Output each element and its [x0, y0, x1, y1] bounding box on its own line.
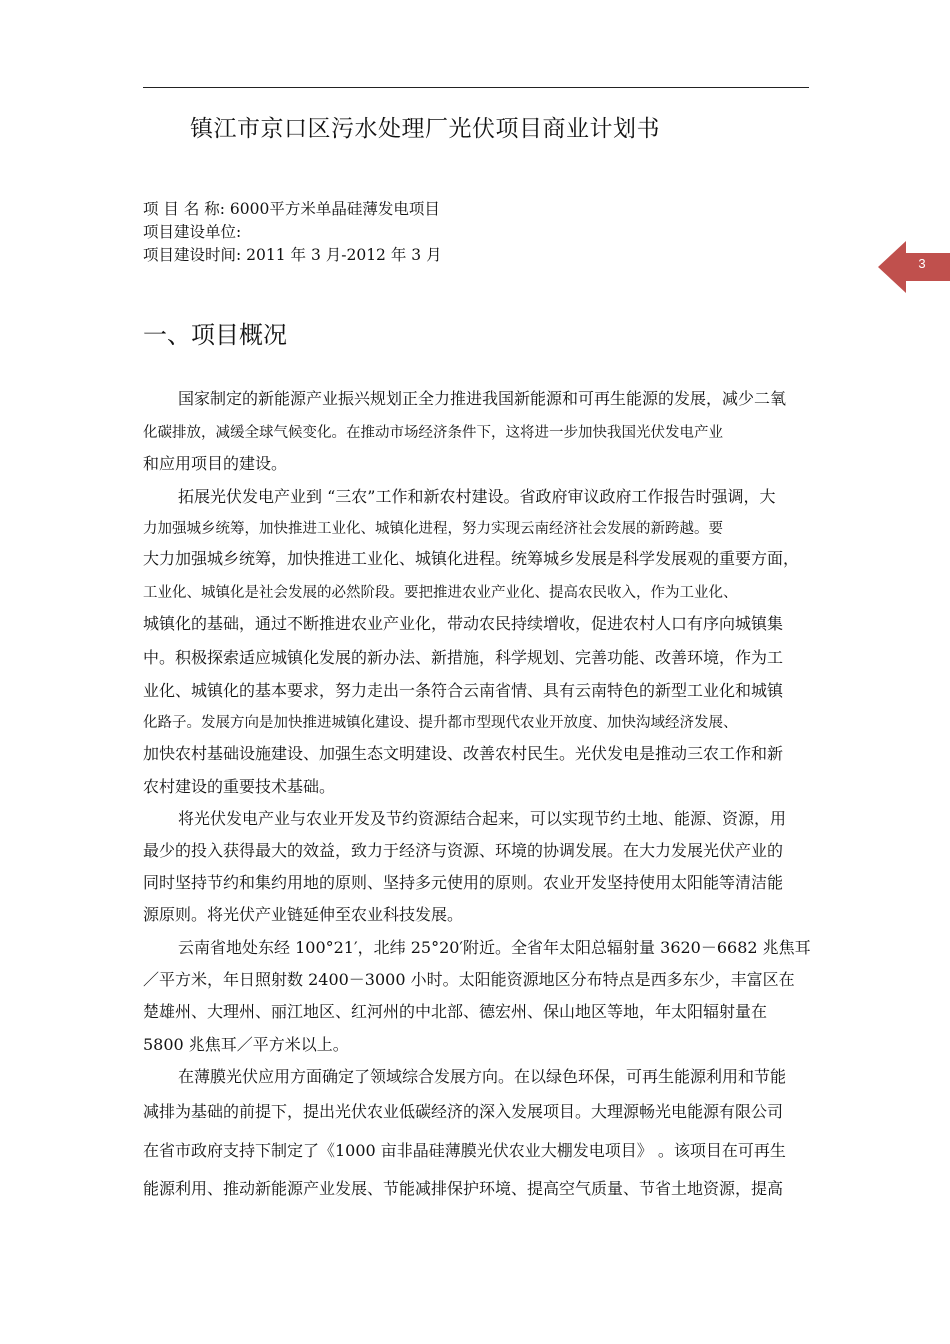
project-unit-line: 项目建设单位: — [143, 223, 242, 241]
body-line: 农村建设的重要技术基础。 — [143, 777, 336, 796]
project-name-line: 项 目 名 称: 6000平方米单晶硅薄发电项目 — [143, 200, 440, 218]
body-line: 化路子。发展方向是加快推进城镇化建设、提升都市型现代农业开放度、加快沟域经济发展、 — [143, 715, 738, 731]
body-line: 城镇化的基础，通过不断推进农业产业化，带动农民持续增收，促进农村人口有序向城镇集 — [143, 614, 784, 633]
body-line: ／平方米，年日照射数 2400－3000 小时。太阳能资源地区分布特点是西多东少，丰富区在 — [143, 970, 795, 989]
body-line: 业化、城镇化的基本要求，努力走出一条符合云南省情、具有云南特色的新型工业化和城镇 — [143, 681, 784, 700]
project-time-line: 项目建设时间: 2011 年 3 月-2012 年 3 月 — [143, 246, 442, 264]
body-line: 源原则。将光伏产业链延伸至农业科技发展。 — [143, 905, 464, 924]
body-line: 将光伏发电产业与农业开发及节约资源结合起来，可以实现节约土地、能源、资源，用 — [178, 809, 787, 828]
body-line: 中。积极探索适应城镇化发展的新办法、新措施，科学规划、完善功能、改善环境，作为工 — [143, 648, 784, 667]
body-line: 国家制定的新能源产业振兴规划正全力推进我国新能源和可再生能源的发展，减少二氧 — [178, 389, 787, 408]
body-line: 5800 兆焦耳／平方米以上。 — [143, 1035, 349, 1054]
page-number: 3 — [918, 256, 926, 271]
body-line: 化碳排放，减缓全球气候变化。在推动市场经济条件下，这将进一步加快我国光伏发电产业 — [143, 425, 723, 441]
body-line: 大力加强城乡统筹，加快推进工业化、城镇化进程。统筹城乡发展是科学发展观的重要方面， — [143, 549, 800, 568]
body-line: 加快农村基础设施建设、加强生态文明建设、改善农村民生。光伏发电是推动三农工作和新 — [143, 744, 784, 763]
body-line: 在薄膜光伏应用方面确定了领域综合发展方向。在以绿色环保，可再生能源利用和节能 — [178, 1067, 787, 1086]
body-line: 云南省地处东经 100°21′，北纬 25°20′附近。全省年太阳总辐射量 3620－6682 兆焦耳 — [178, 938, 811, 957]
body-line: 拓展光伏发电产业到 “三农”工作和新农村建设。省政府审议政府工作报告时强调，大 — [178, 487, 776, 506]
section-heading: 一、项目概况 — [143, 321, 287, 349]
body-line: 和应用项目的建设。 — [143, 454, 288, 473]
body-line: 减排为基础的前提下，提出光伏农业低碳经济的深入发展项目。大理源畅光电能源有限公司 — [143, 1102, 784, 1121]
body-line: 工业化、城镇化是社会发展的必然阶段。要把推进农业产业化、提高农民收入，作为工业化、 — [143, 585, 738, 601]
body-line: 楚雄州、大理州、丽江地区、红河州的中北部、德宏州、保山地区等地，年太阳辐射量在 — [143, 1002, 768, 1021]
body-line: 最少的投入获得最大的效益，致力于经济与资源、环境的协调发展。在大力发展光伏产业的 — [143, 841, 784, 860]
body-line: 同时坚持节约和集约用地的原则、坚持多元使用的原则。农业开发坚持使用太阳能等清洁能 — [143, 873, 784, 892]
body-line: 能源利用、推动新能源产业发展、节能减排保护环境、提高空气质量、节省土地资源，提高 — [143, 1179, 784, 1198]
body-line: 在省市政府支持下制定了《1000 亩非晶硅薄膜光伏农业大棚发电项目》 。该项目在可再生 — [143, 1141, 786, 1160]
body-line: 力加强城乡统筹，加快推进工业化、城镇化进程，努力实现云南经济社会发展的新跨越。要 — [143, 521, 723, 537]
document-title: 镇江市京口区污水处理厂光伏项目商业计划书 — [190, 116, 660, 142]
